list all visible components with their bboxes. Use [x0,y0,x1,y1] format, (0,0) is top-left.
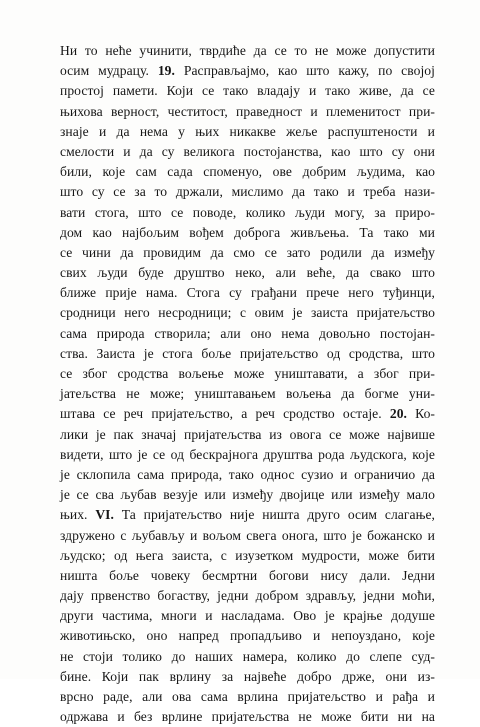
text-line: дом као најбољим вођем доброга живљења. Та тако ми [60,224,435,240]
text-line: сродници него несродници; с овим је заиста пријатељство [60,305,435,321]
text-line: ништа боље човеку бесмртни богови нису дали. Једни [60,567,435,583]
text-line: смелости и да су великога постојанства, као што су они [60,143,435,159]
text-line: лики је пак значај пријатељства из овога се може највише [60,426,435,442]
text-line: њихова верност, честитост, праведност и племенитост при- [60,103,435,119]
text-line: простој памети. Који се тако владају и тако живе, да се [60,83,435,99]
text-line: се чини да провидим да смо се зато родили да између [60,244,435,260]
section-marker: 20. [389,406,408,422]
text-line: њих. VI. Та пријатељство није ништа друго осим слагање, [60,507,436,523]
text-line: бине. Који пак врлину за највеће добро држе, они из- [60,668,435,684]
text-line: је се сва љубав везује или између двојице или између мало [60,487,435,503]
text-line: што су се за то држали, мислимо да тако и треба нази- [60,184,435,200]
text-line: свих људи буде друштво неко, али веће, да свако што [60,265,435,281]
text-line: људско; од њега заиста, с изузетком мудрости, може бити [60,547,435,563]
text-line: били, које сам сада споменуо, ове добрим људима, као [60,164,435,180]
section-marker: 19. [157,63,175,79]
text-line: сама природа створила; али оно нема довољно постојан- [60,325,435,341]
text-line: видети, што је се од бескрајнога друштва рода људскога, које [60,446,435,462]
text-line: је склопила сама природа, тако однос сузио и ограничио да [60,466,435,482]
text-line: ближе прије нама. Стога су грађани прече него туђинци, [60,285,435,301]
text-line: осим мудрацу. 19. Расправљајмо, као што кажу, по својој [60,63,435,79]
text-line: знаје и да нема у њих никакве жеље распуштености и [60,123,435,139]
text-line: дају првенство богаству, једни добром здрављу, једни моћи, [60,588,435,604]
text-line: ства. Заиста је стога боље пријатељство од сродства, што [60,345,435,361]
text-line: здружено с љубављу и вољом свега онога, што је божанско и [60,527,435,543]
text-line: животињско, оно напред пропадљиво и непоуздано, које [60,628,435,644]
text-line: штава се реч пријатељство, а реч сродство остаје. 20. Ко- [60,406,436,422]
text-line: други частима, многи и насладама. Ово је крајње додуше [60,608,435,624]
text-line: не стоји толико до наших намера, колико до слепе суд- [60,648,435,664]
text-line: врсно раде, али ова сама врлина пријатељство и рађа и [60,689,435,704]
section-marker: VI. [95,507,114,523]
body-text [60,41,435,727]
text-line: се због сродства вољење може уништавати, а због при- [60,366,435,381]
text-line: одржава и без врлине пријатељства не може бити ни на [60,709,435,725]
text-line: Ни то неће учинити, тврдиће да се то не може допустити [60,43,435,58]
text-line: вати стога, што се поводе, колико људи могу, за приро- [60,204,435,220]
text-line: јатељства не може; уништавањем вољења да богме уни- [60,386,435,402]
